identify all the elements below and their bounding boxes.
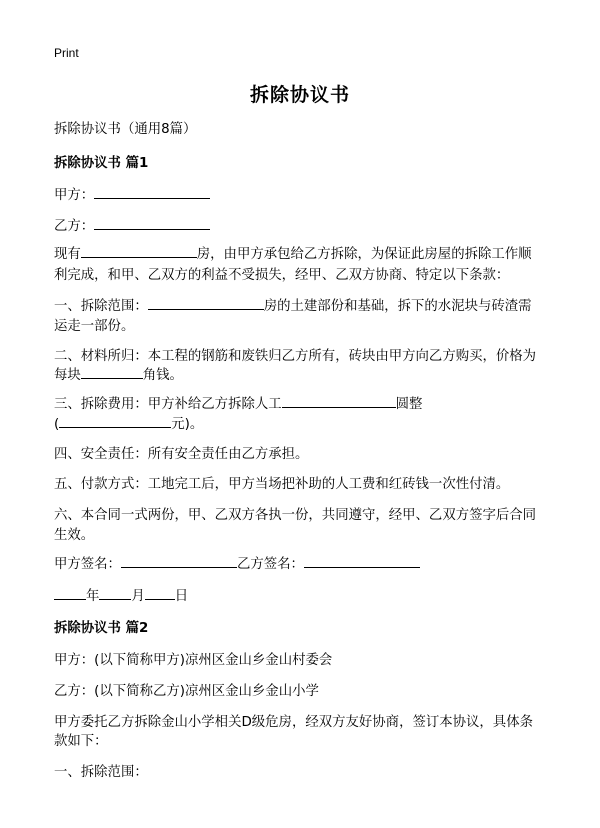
item3-amount-blank [59, 415, 171, 428]
article1-heading: 拆除协议书 篇1 [54, 156, 149, 171]
article2-item1: 一、拆除范围： [54, 765, 148, 780]
sign-b-blank [304, 555, 420, 568]
item1-line2: 运走一部份。 [54, 319, 135, 334]
item6-line2: 生效。 [54, 528, 95, 543]
item2-suffix: 角钱。 [142, 368, 183, 383]
item3-blank [282, 395, 396, 408]
para1-prefix: 现有 [54, 247, 81, 262]
date-month: 月 [131, 589, 145, 604]
signature-row [54, 553, 420, 572]
item2-line2 [54, 364, 183, 383]
day-blank [145, 587, 175, 600]
date-year: 年 [86, 589, 100, 604]
sign-a-blank [121, 555, 237, 568]
document-subtitle: 拆除协议书（通用8篇） [54, 122, 197, 137]
para1-blank [81, 245, 197, 258]
item1-suffix: 房的土建部份和基础，拆下的水泥块与砖渣需 [263, 299, 532, 314]
item3-suffix: 圆整 [395, 397, 423, 412]
item1-prefix: 一、拆除范围： [54, 299, 148, 314]
item3-line1 [54, 393, 422, 412]
party-b-label: 乙方： [54, 219, 95, 234]
article2-intro-line2: 款如下： [54, 734, 108, 749]
item2-blank [81, 366, 143, 379]
item3-open-paren: ( [54, 417, 60, 432]
para1-suffix: 房，由甲方承包给乙方拆除，为保证此房屋的拆除工作顺 [196, 247, 532, 262]
item1-line1 [54, 295, 532, 314]
para1-line2: 利完成，和甲、乙双方的利益不受损失，经甲、乙双方协商、特定以下条款： [54, 268, 510, 283]
item3-line2 [54, 413, 203, 432]
item3-prefix: 三、拆除费用：甲方补给乙方拆除人工 [54, 397, 282, 412]
month-blank [99, 587, 131, 600]
sign-a-label: 甲方签名： [54, 557, 121, 572]
article2-intro-line1: 甲方委托乙方拆除金山小学相关D级危房，经双方友好协商，签订本协议，具体条 [54, 715, 533, 730]
party-a-row [54, 184, 210, 203]
item2-line1: 二、材料所归：本工程的钢筋和废铁归乙方所有，砖块由甲方向乙方购买，价格为 [54, 349, 537, 364]
item3-close: 元)。 [171, 417, 204, 432]
sign-b-label: 乙方签名： [236, 557, 304, 572]
party-b-blank [94, 217, 210, 230]
document-title: 拆除协议书 [249, 84, 350, 106]
para1-line1 [54, 243, 532, 262]
article2-heading: 拆除协议书 篇2 [54, 621, 149, 636]
print-link[interactable]: Print [54, 46, 79, 60]
article2-party-b: 乙方：(以下简称乙方)凉州区金山乡金山小学 [54, 684, 319, 699]
party-a-blank [94, 186, 210, 199]
item1-blank [148, 297, 264, 310]
item5: 五、付款方式：工地完工后，甲方当场把补助的人工费和红砖钱一次性付清。 [54, 477, 510, 492]
year-blank [54, 587, 86, 600]
article2-party-a: 甲方：(以下简称甲方)凉州区金山乡金山村委会 [54, 653, 333, 668]
party-b-row [54, 215, 210, 234]
item6-line1: 六、本合同一式两份，甲、乙双方各执一份，共同遵守，经甲、乙双方签字后合同 [54, 508, 537, 523]
date-row [54, 585, 188, 604]
item2-prefix: 每块 [54, 368, 81, 383]
item4: 四、安全责任：所有安全责任由乙方承担。 [54, 447, 309, 462]
party-a-label: 甲方： [54, 188, 95, 203]
date-day: 日 [174, 589, 189, 604]
